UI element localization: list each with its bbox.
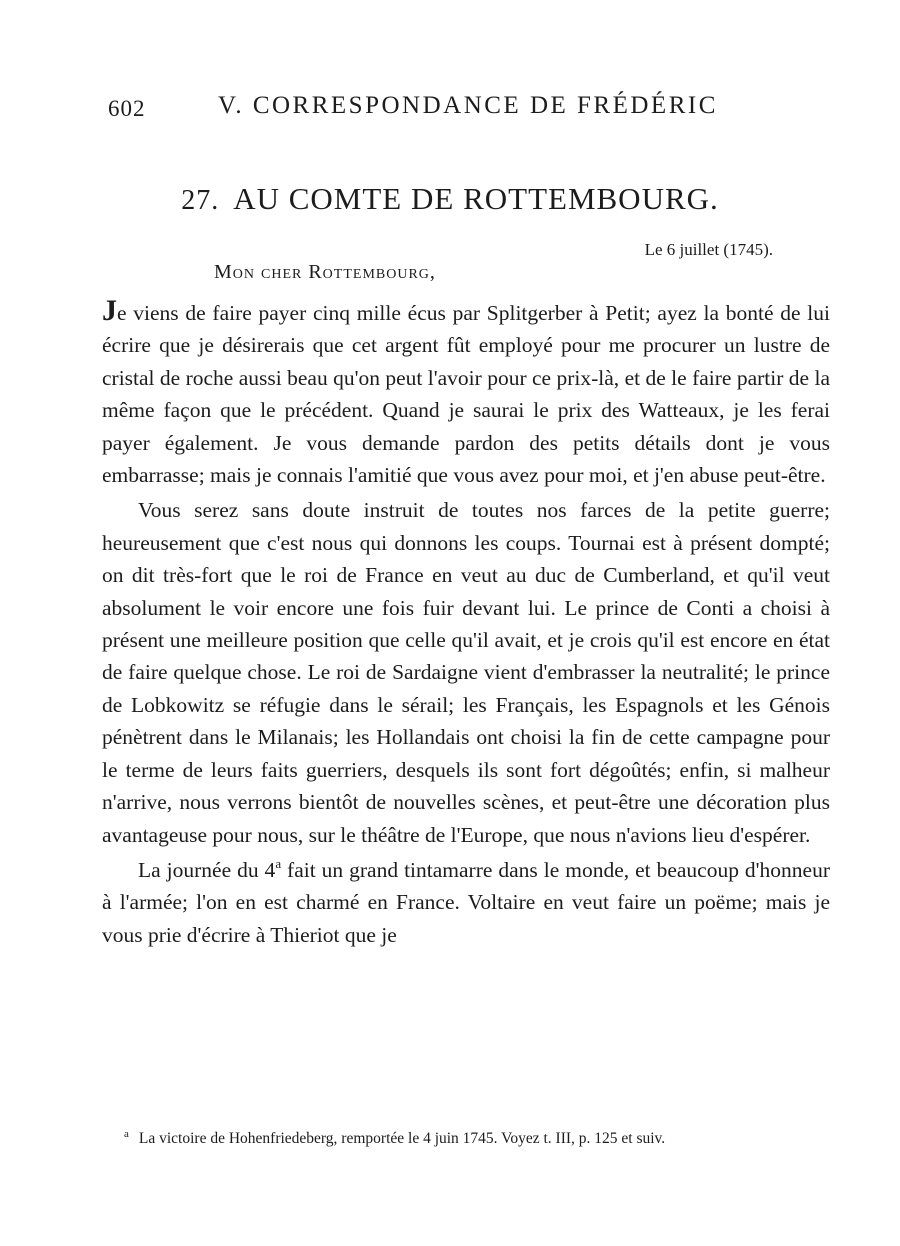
page-number: 602 (108, 96, 146, 121)
footnote (124, 1128, 824, 1148)
paragraph-1-text: e viens de faire payer cinq mille écus par Splitgerber à Petit; ayez la bonté de lui écrire que je désirerais que cet argent fût employé pour me procurer un lustre de cristal de roche aussi beau qu'on peut l'avoir pour ce prix-là, et de le faire partir de la même façon que le précédent. Quand je saurai le prix des Watteaux, je les ferai payer également. Je vous demande pardon des petits détails dont je vous embarrasse; mais je connais l'amitié que vous avez pour moi, et j'en abuse peut-être. (102, 301, 830, 488)
salutation: Mon cher Rottembourg, (214, 261, 436, 283)
running-title: V. CORRESPONDANCE DE FRÉDÉRIC (218, 92, 718, 119)
footnote-text: La victoire de Hohenfriedeberg, remportée le 4 juin 1745. Voyez t. III, p. 125 et suiv. (138, 1130, 666, 1147)
letter-body (102, 294, 830, 951)
running-head (108, 92, 808, 128)
paragraph-1 (102, 294, 830, 491)
letter-date: Le 6 juillet (1745). (644, 240, 773, 259)
footnote-reference: a (275, 855, 282, 871)
paragraph-3-start: La journée du 4 (138, 857, 276, 882)
letter-recipient: AU COMTE DE ROTTEMBOURG. (233, 181, 719, 216)
paragraph-3 (102, 854, 830, 951)
paragraph-2: Vous serez sans doute instruit de toutes nos farces de la petite guerre; heureusement que c'est nous qui donnons les coups. Tournai est à présent dompté; on dit très-fort que le roi de France en veut au duc de Cumberland, et qu'il veut absolument le voir encore une fois fuir devant lui. Le prince de Conti a choisi à présent une meilleure position que celle qu'il avait, et je crois qu'il est encore en état de faire quelque chose. Le roi de Sardaigne vient d'embrasser la neutralité; le prince de Lobkowitz se réfugie dans le sérail; les Français, les Espagnols et les Génois pénètrent dans le Milanais; les Hollandais ont choisi la fin de cette campagne pour le terme de leurs faits guerriers, desquels ils sont fort dégoûtés; enfin, si malheur n'arrive, nous verrons bientôt de nouvelles scènes, et peut-être une décoration plus avantageuse pour nous, sur le théâtre de l'Europe, que nous n'avions lieu d'espérer. (102, 498, 830, 847)
letter-number: 27. (181, 185, 220, 216)
footnote-mark: a (124, 1128, 129, 1140)
paragraph-3-text: fait un grand tintamarre dans le monde, et beaucoup d'honneur à l'armée; l'on en est charmé en France. Voltaire en veut faire un poëme; mais je vous prie d'écrire à Thieriot que je (102, 857, 830, 947)
letter-heading (0, 181, 900, 217)
drop-initial: J (102, 294, 117, 327)
